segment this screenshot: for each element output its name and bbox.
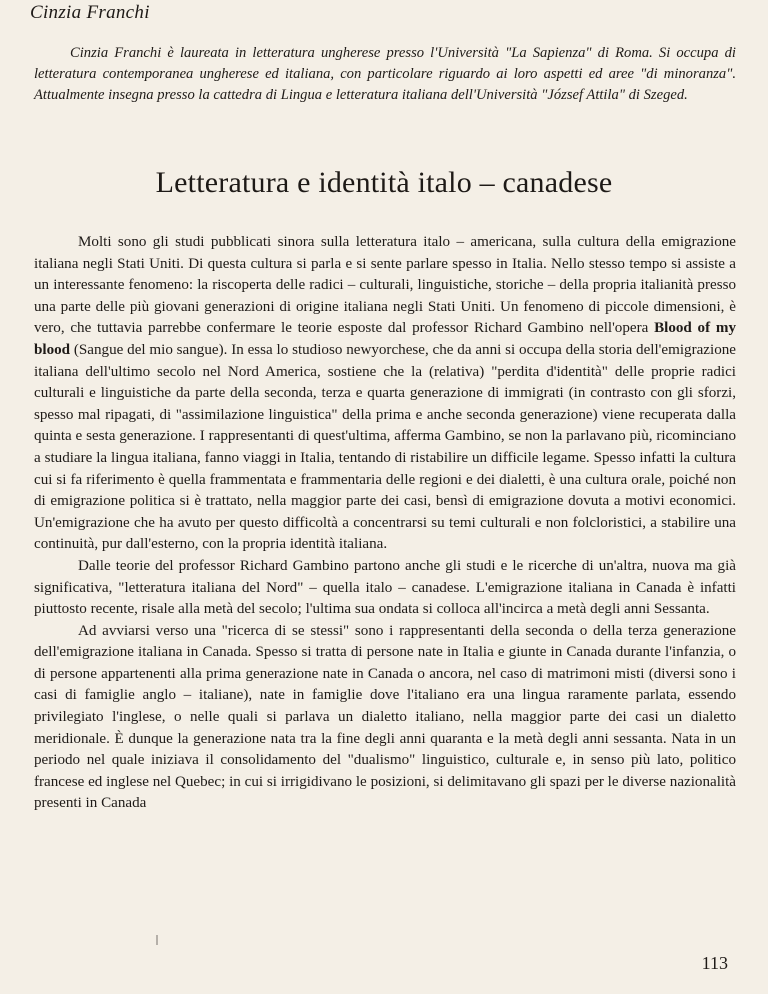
author-name: Cinzia Franchi [30,2,150,23]
body-paragraph-3: Ad avviarsi verso una "ricerca di se stessi" sono i rappresentanti della seconda o della terza generazione dell'emigrazione italiana in Canada. Spesso si tratta di persone nate in Italia e giunte in Canada durante l'infanzia, o di persone appartenenti alla prima generazione nate in Canada o ancora, nel caso di matrimoni misti (diversi sono i casi di famiglie anglo – italiane), nate in famiglie dove l'italiano era una lingua raramente parlata, essendo privilegiato l'inglese, o nelle quali si parlava un dialetto italiano, nella maggior parte dei casi un dialetto meridionale. È dunque la generazione nata tra la fine degli anni quaranta e la metà degli anni sessanta. Nata in un periodo nel quale iniziava il consolidamento del "dualismo" linguistico, culturale e, in senso più lato, politico francese ed inglese nel Quebec; in cui si irrigidivano le posizioni, si delimitavano gli spazi per le diverse nazionalità presenti in Canada [34,622,736,812]
paragraph-1-text-a: Molti sono gli studi pubblicati sinora sulla letteratura italo – americana, sulla cultura della emigrazione italiana negli Stati Uniti. Di questa cultura si parla e si sente parlare spesso in Italia. Nello stesso tempo si assiste a un interessante fenomeno: la riscoperta delle radici – culturali, linguistiche, storiche – della propria italianità presso una parte delle più giovani generazioni di origine italiana negli Stati Uniti. Un fenomeno di piccole dimensioni, è vero, che tuttavia parrebbe confermare le teorie esposte dal professor Richard Gambino nell'opera [34,234,736,337]
body-paragraph-1 [34,232,736,556]
body-paragraph-2: Dalle teorie del professor Richard Gambino partono anche gli studi e le ricerche di un'altra, nuova ma già significativa, "letteratura italiana del Nord" – quella italo – canadese. L'emigrazione italiana in Canada è infatti piuttosto recente, risale alla metà del secolo; l'ultima sua ondata si colloca all'incirca a metà degli anni Sessanta. [34,557,736,618]
page-number: 113 [701,953,728,973]
author-bio: Cinzia Franchi è laureata in letteratura ungherese presso l'Università "La Sapienza" di Roma. Si occupa di letteratura contemporanea ungherese ed italiana, con particolare riguardo ai loro aspetti ed aree "di minoranza". Attualmente insegna presso la cattedra di Lingua e letteratura italiana dell'Università "József Attila" di Szeged. [34,45,736,103]
paragraph-1-text-b: (Sangue del mio sangue). In essa lo studioso newyorchese, che da anni si occupa della storia dell'emigrazione italiana dell'ultimo secolo nel Nord America, sostiene che la (relativa) "perdita d'identità" delle proprie radici culturali e linguistiche da parte della seconda, terza e quarta generazione di immigrati (in contrasto con gli sforzi, spesso mal ripagati, di "assimilazione linguistica" della prima e anche seconda generazione) viene recuperata dalla quinta e sesta generazione. I rappresentanti di quest'ultima, afferma Gambino, se non la parlavano più, ricominciano a studiare la lingua italiana, fanno viaggi in Italia, tentando di ristabilire un difficile legame. Spesso infatti la cultura cui si fa riferimento è quella frammentata e frammentaria delle regioni e dei dialetti, è una cultura orale, poiché non di emigrazione politica si è trattato, nella maggior parte dei casi, bensì di emigrazione dovuta a motivi economici. Un'emigrazione che ha avuto per questo difficoltà a concentrarsi su temi culturali e non folcloristici, a stabilire una continuità, pur dall'esterno, con la propria identità italiana. [34,341,736,553]
book-title: Blood of my blood [34,320,736,358]
article-title: Letteratura e identità italo – canadese [155,166,613,199]
article-body [34,232,736,815]
ink-mark [156,935,158,945]
